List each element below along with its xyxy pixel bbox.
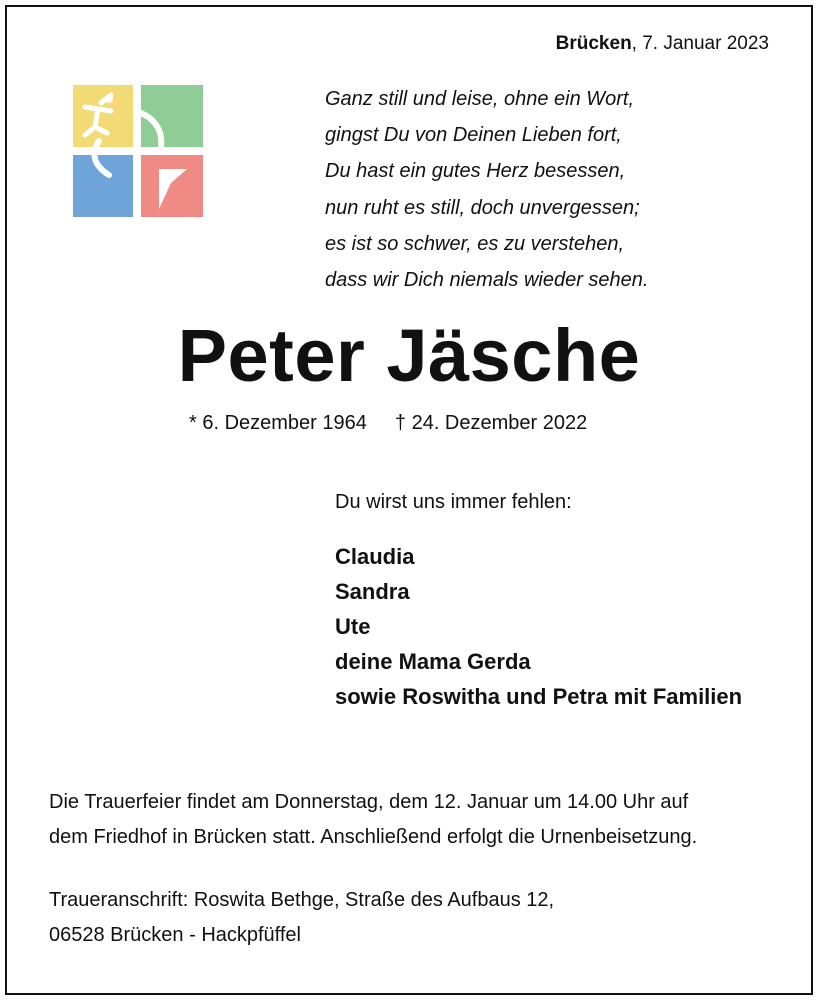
poem-line: Ganz still und leise, ohne ein Wort, <box>325 88 635 110</box>
poem-line: es ist so schwer, es zu verstehen, <box>325 232 625 255</box>
geocaching-logo-icon <box>71 83 205 219</box>
place-date <box>556 33 769 55</box>
funeral-line: dem Friedhof in Brücken statt. Anschließend erfolgt die Urnenbeisetzung. <box>49 826 698 848</box>
funeral-info <box>49 785 697 855</box>
birth-date: * 6. Dezember 1964 <box>189 412 367 434</box>
farewell-line: Du wirst uns immer fehlen: <box>335 491 572 513</box>
poem-line: nun ruht es still, doch unvergessen; <box>325 196 640 219</box>
poem <box>325 81 648 298</box>
mourner: deine Mama Gerda <box>335 649 531 674</box>
life-dates <box>189 412 587 435</box>
deceased-name: Peter Jäsche <box>177 314 641 397</box>
poem-line: dass wir Dich niemals wieder sehen. <box>325 269 649 292</box>
mourner: sowie Roswitha und Petra mit Familien <box>335 684 743 709</box>
funeral-line: Die Trauerfeier findet am Donnerstag, dem 12. Januar um 14.00 Uhr auf <box>49 791 689 813</box>
place: Brücken <box>555 33 632 54</box>
mourners-list <box>335 539 742 714</box>
poem-line: gingst Du von Deinen Lieben fort, <box>325 124 622 147</box>
address-line: 06528 Brücken - Hackpfüffel <box>49 924 302 946</box>
mourner: Sandra <box>335 579 410 604</box>
mourner: Ute <box>335 614 371 639</box>
mourning-address <box>49 883 554 953</box>
date: , 7. Januar 2023 <box>631 33 769 54</box>
mourner: Claudia <box>335 544 415 569</box>
poem-line: Du hast ein gutes Herz besessen, <box>325 160 626 183</box>
death-date: † 24. Dezember 2022 <box>394 412 588 434</box>
address-line: Traueranschrift: Roswita Bethge, Straße des Aufbaus 12, <box>49 889 555 911</box>
obituary-notice <box>5 5 813 995</box>
